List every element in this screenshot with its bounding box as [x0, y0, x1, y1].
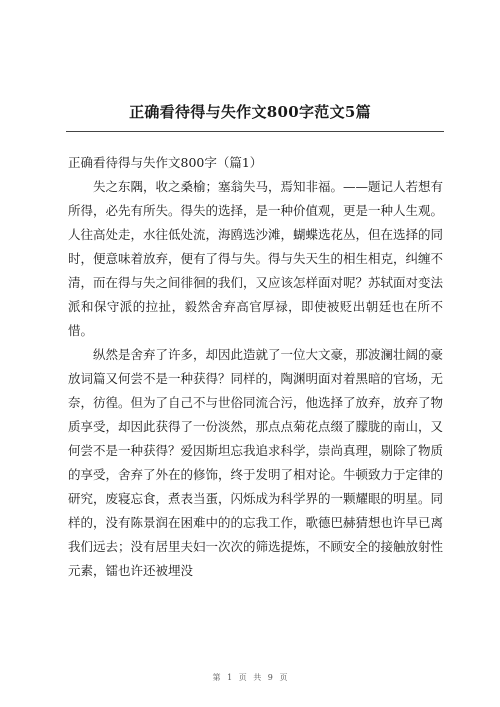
page-number-footer: 第 1 页 共 9 页 [212, 673, 288, 682]
document-title: 正确看待得与失作文800字范文5篇 [129, 103, 371, 121]
document-body [68, 151, 443, 583]
title-divider [66, 131, 444, 132]
section-heading: 正确看待得与失作文800字（篇1） [68, 155, 263, 170]
paragraph-2: 纵然是舍弃了许多，却因此造就了一位大文豪，那波澜壮阔的豪放词篇又何尝不是一种获得？同样的，陶渊明面对着黑暗的官场，无奈，彷徨。但为了自己不与世俗同流合污，他选择了放弃，放弃了物质享受，却因此获得了一份淡然，那点点菊花点缀了朦胧的南山，又何尝不是一种获得？爱因斯坦忘我追求科学，崇尚真理，剔除了物质的享受，舍弃了外在的修饰，终于发明了相对论。牛顿致力于定律的研究，废寝忘食，煮表当蛋，闪烁成为科学界的一颗耀眼的明星。同样的，没有陈景润在困难中的的忘我工作，歌德巴赫猜想也许早已离我们远去；没有居里夫妇一次次的筛选提炼，不顾安全的接触放射性元素，镭也许还被埋没 [68, 347, 444, 578]
paragraph-1: 失之东隅，收之桑榆；塞翁失马，焉知非福。——题记人若想有所得，必先有所失。得失的选择，是一种价值观，更是一种人生观。人往高处走，水往低处流，海鸥选沙滩，蝴蝶选花丛，但在选择的同时，便意味着放弃，便有了得与失。得与失天生的相生相克，纠缠不清，而在得与失之间徘徊的我们，又应该怎样面对呢？苏轼面对变法派和保守派的拉扯，毅然舍弃高官厚禄，即使被贬出朝廷也在所不惜。 [68, 179, 444, 338]
